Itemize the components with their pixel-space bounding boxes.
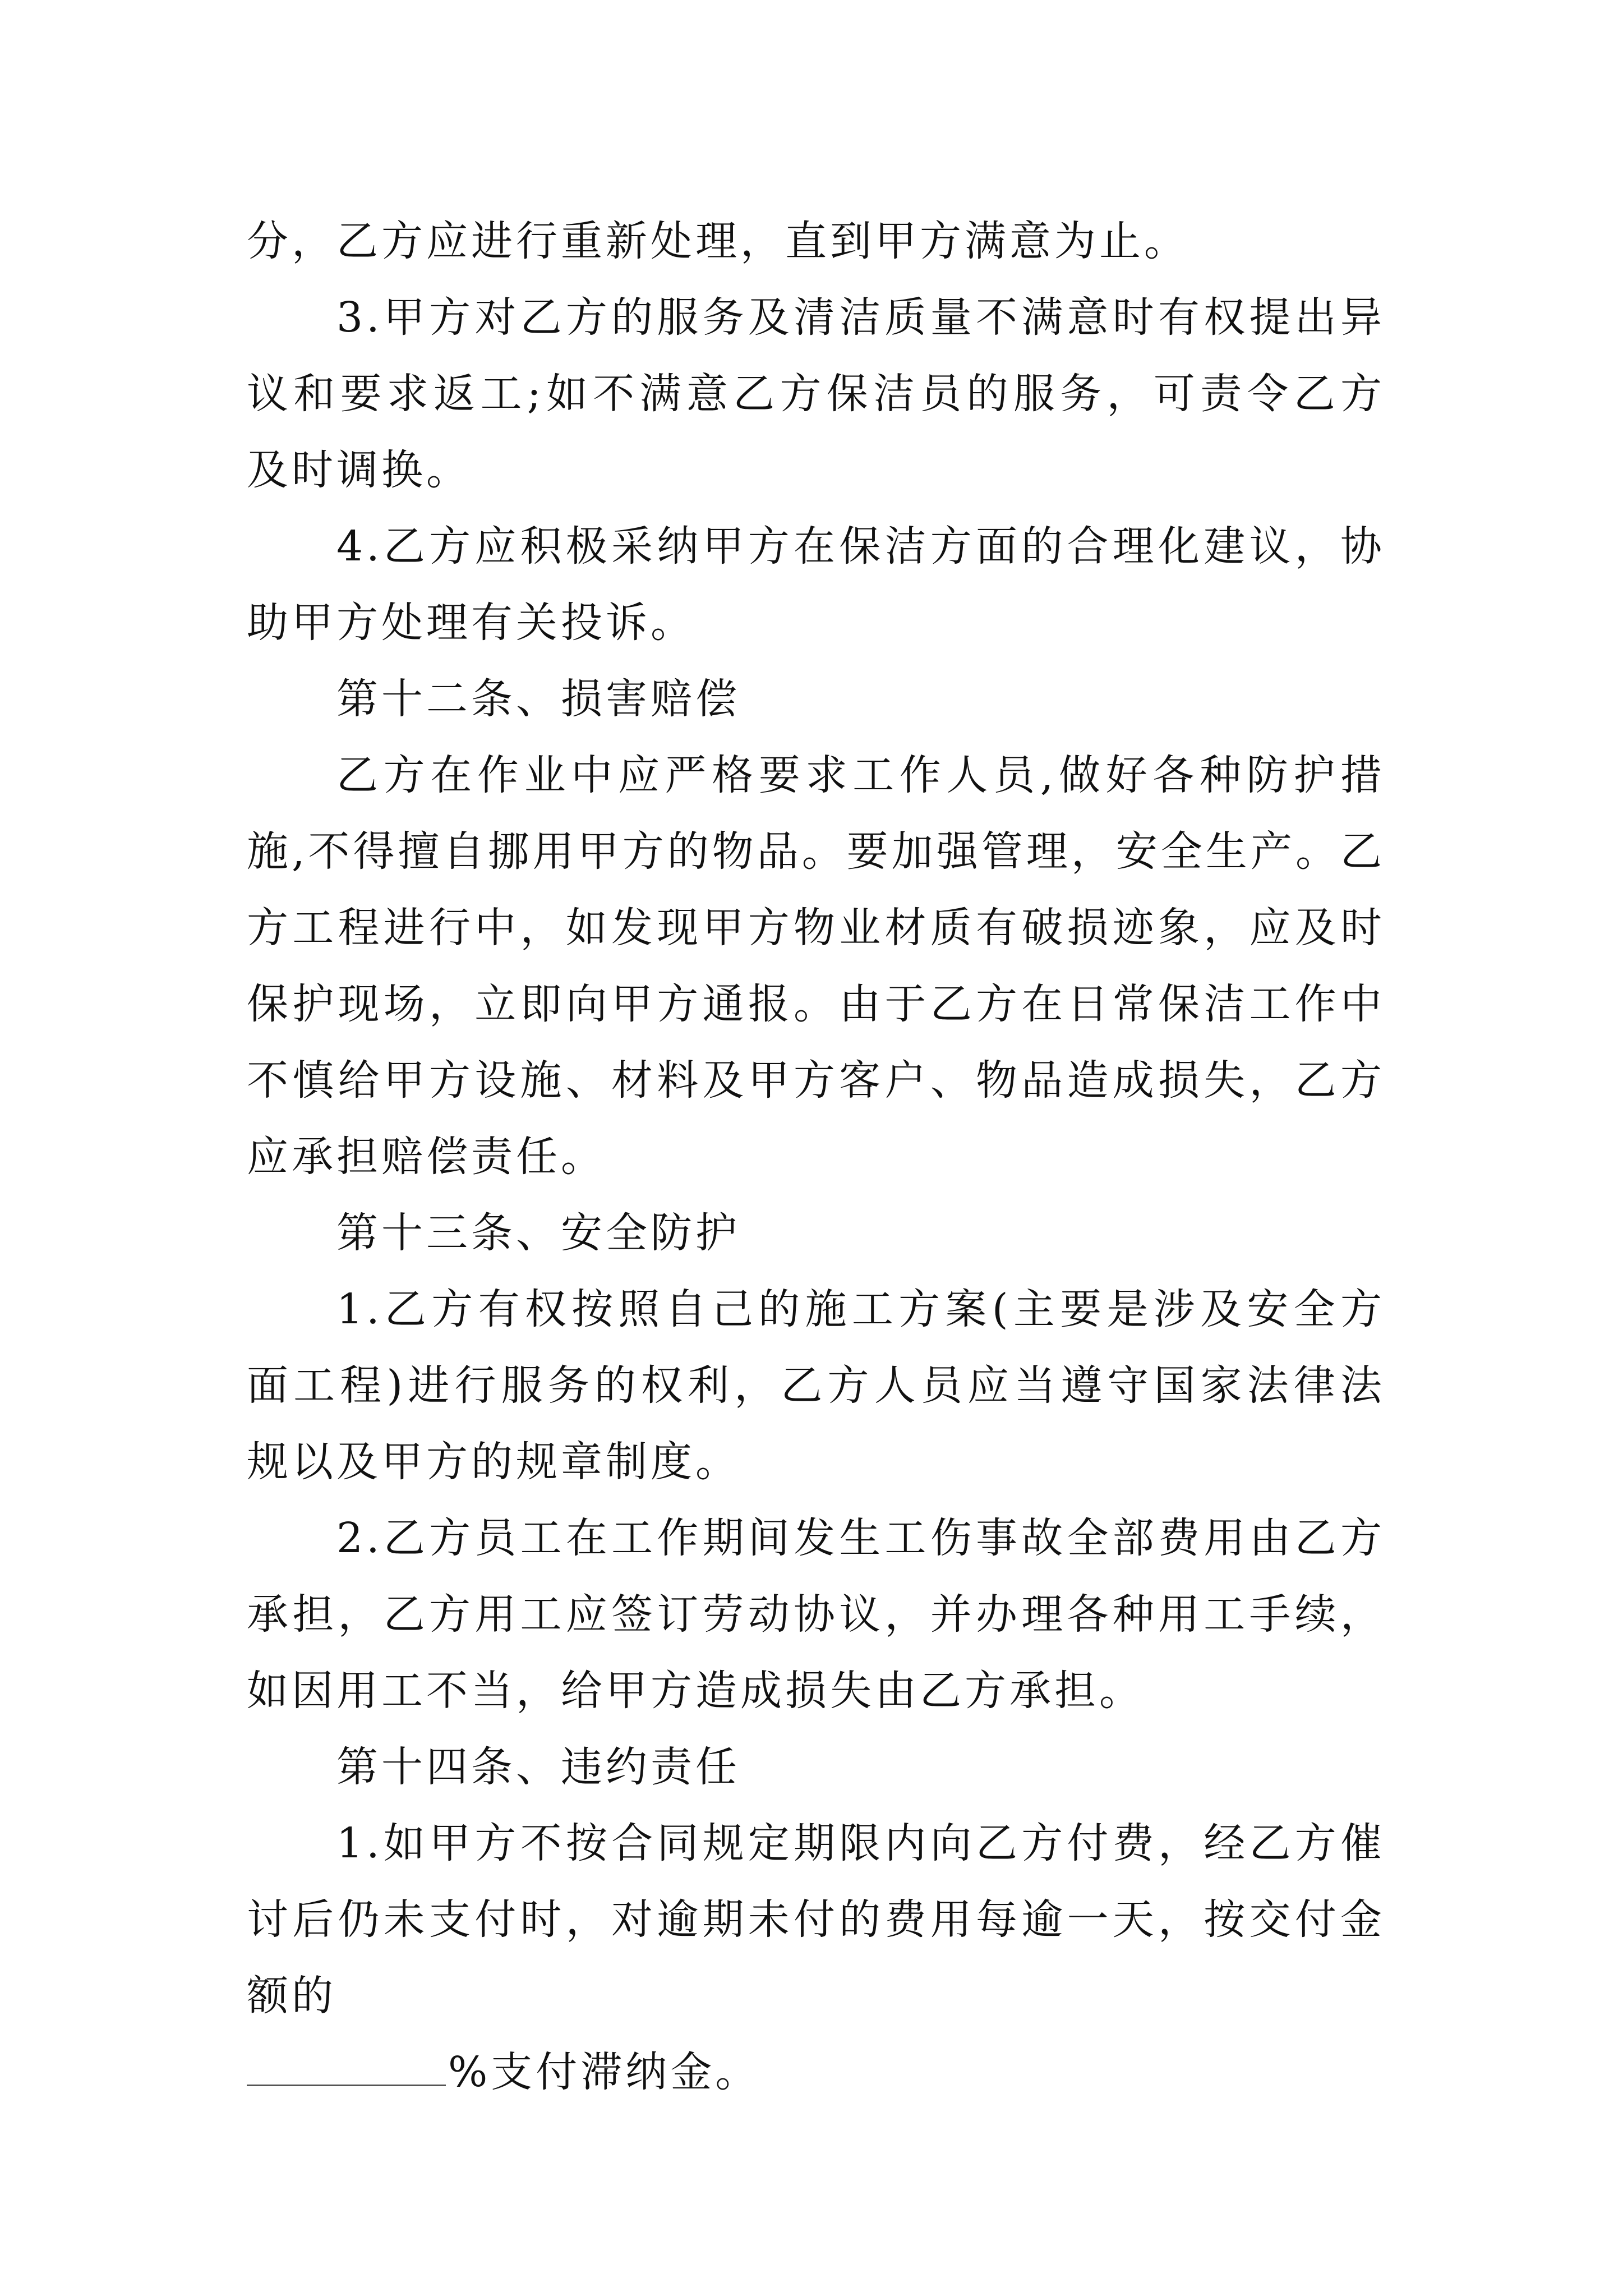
clause-3-quality-objection: 3.甲方对乙方的服务及清洁质量不满意时有权提出异议和要求返工;如不满意乙方保洁员的服务，可责令乙方及时调换。	[247, 293, 1385, 494]
contract-body	[247, 203, 1385, 2110]
article-14-heading: 第十四条、违约责任	[336, 1743, 740, 1791]
late-fee-suffix: %支付滞纳金。	[448, 2048, 760, 2096]
article-12-heading: 第十二条、损害赔偿	[336, 675, 740, 723]
article-13-heading: 第十三条、安全防护	[336, 1209, 740, 1257]
late-fee-line	[247, 2034, 1385, 2110]
fill-in-blank-underline	[247, 2051, 446, 2086]
article-13-clause-2: 2.乙方员工在工作期间发生工伤事故全部费用由乙方承担，乙方用工应签订劳动协议，并办理各种用工手续，如因用工不当，给甲方造成损失由乙方承担。	[247, 1514, 1385, 1715]
clause-4-suggestions: 4.乙方应积极采纳甲方在保洁方面的合理化建议，协助甲方处理有关投诉。	[247, 522, 1385, 647]
article-12-body: 乙方在作业中应严格要求工作人员,做好各种防护措施,不得擅自挪用甲方的物品。要加强管理，安全生产。乙方工程进行中，如发现甲方物业材质有破损迹象，应及时保护现场，立即向甲方通报。由于乙方在日常保洁工作中不慎给甲方设施、材料及甲方客户、物品造成损失，乙方应承担赔偿责任。	[247, 751, 1385, 1181]
article-13-clause-1: 1.乙方有权按照自己的施工方案(主要是涉及安全方面工程)进行服务的权利，乙方人员应当遵守国家法律法规以及甲方的规章制度。	[247, 1285, 1385, 1486]
article-14-clause-1: 1.如甲方不按合同规定期限内向乙方付费，经乙方催讨后仍未支付时，对逾期未付的费用每逾一天，按交付金额的	[247, 1819, 1385, 2020]
paragraph-continuation: 分，乙方应进行重新处理，直到甲方满意为止。	[247, 217, 1189, 265]
